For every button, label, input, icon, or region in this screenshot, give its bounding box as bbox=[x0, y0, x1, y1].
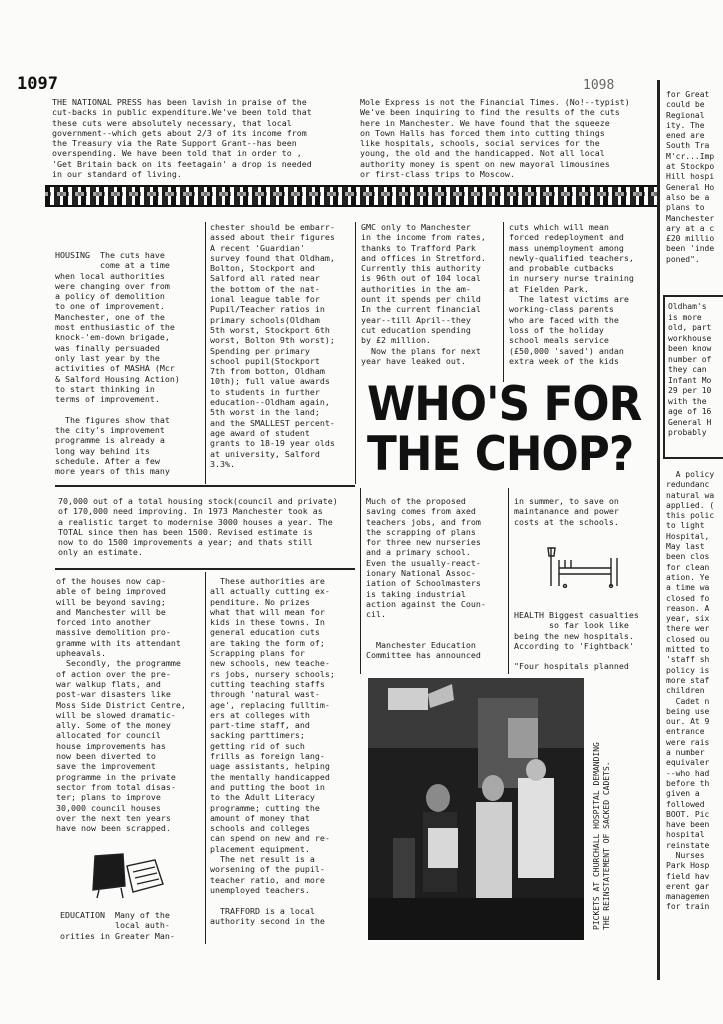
photo-caption: PICKETS AT CHURCHALL HOSPITAL DEMANDING THE REINSTATEMENT OF SACKED CADETS. bbox=[592, 742, 611, 930]
page-number-left: 1097 bbox=[17, 74, 58, 94]
page-number-right: 1098 bbox=[583, 78, 615, 93]
column-rule bbox=[355, 222, 356, 484]
victims-column: cuts which will mean forced redeployment and mass unemployment among newly-qualified teachers, and probable cutbacks in nursery nurse training at Fielden Park. The latest victims are working-class parents who are faced with the loss of the holiday school meals service (£50,000 'saved') andan extra week of the kids bbox=[509, 222, 634, 366]
education-cuts-column: These authorities are all actually cutting ex- penditure. No prizes what that will mean for kids in these towns. In general education cuts are taking the form of; Scrapping plans for new schools, new teache- rs jobs, nursery schools; cutting teaching staffs through 'natural wast- age', replacing fulltim- ers at colleges with part-time staff, and sacking parttimers; getting rid of such frills as foreign lang- uage assistants, helping the mentally handicapped and putting the boot in to the Adult Literacy programme; cutting the amount of money that schools and colleges can spend on new and re- placement equipment. The net result is a worsening of the pupil- teacher ratio, and more unemployed teachers. TRAFFORD is a local authority second in the bbox=[210, 576, 335, 926]
torn-paper-illustration bbox=[85, 850, 167, 900]
section-rule bbox=[55, 485, 355, 487]
hospital-bed-illustration bbox=[545, 540, 625, 588]
next-page-fragment-bottom: A policy redundanc natural wa applied. ( this polic to light Hospital, May last been clos for clean ation. Ye a time wa closed fo reason. A year, six there wer closed ou mitted to 'staff sh policy is more staf children Cadet n being use our. At 9 entrance were rais a number equivaler --who had before th given a followed BOOT. Pic have been hospital reinstate Nurses Park Hosp field hav erent gar managemen for train bbox=[666, 470, 715, 912]
proposed-saving-column: Much of the proposed saving comes from axed teachers jobs, and from the scrapping of plans for three new nurseries and a primary school. Even the usually-react- ionary National Assoc- iation of Schoolmasters is taking industrial action against the Coun- cil. Manchester Education Committee has announced bbox=[366, 496, 486, 661]
page-fold-line bbox=[657, 80, 660, 980]
column-rule bbox=[205, 572, 206, 944]
intro-left: THE NATIONAL PRESS has been lavish in praise of the cut-backs in public expenditure.We've been told that these cuts were absolutely necessary, that local government--which gets about 2/3 of its income from the Treasury via the Rate Support Grant--has been overspending. We have been told that in order to , 'Get Britain back on its feetagain' a drop is needed in our standard of living. bbox=[52, 97, 312, 180]
trafford-column: GMC only to Manchester in the income from rates, thanks to Trafford Park and offices in Stretford. Currently this authority is 96th out of 104 local authorities in the am- ount it spends per child In the current financial year--till April--they cut education spending by £2 million. Now the plans for next year have leaked out. bbox=[361, 222, 486, 366]
housing-column: HOUSING The cuts have come at a time when local authorities were changing over from a policy of demolition to one of improvement. Manchester, one of the most enthusiastic of the knock-'em-down brigade, was finally persuaded only last year by the activities of MASHA (Mcr & Salford Housing Action) to start thinking in terms of improvement. The figures show that the city's improvement programme is already a long way behind its schedule. After a few more years of this many bbox=[55, 250, 180, 477]
guardian-survey-column: chester should be embarr- assed about their figures A recent 'Guardian' survey found that Oldham, Bolton, Stockport and Salford all rated near the bottom of the nat- ional league table for Pupil/Teacher ratios in primary schools(Oldham 5th worst, Stockport 6th worst, Bolton 9th worst); Spending per primary school pupil(Stockport 7th from botton, Oldham 10th); full value awards to students in further education--Oldham again, 5th worst in the land; and the SMALLEST percent- age award of student grants to 18-19 year olds at university, Salford 3.3%. bbox=[210, 222, 335, 469]
picket-photograph bbox=[368, 678, 584, 940]
intro-right: Mole Express is not the Financial Times. (No!--typist) We've been inquiring to find the results of the cuts here in Manchester. We have found that the squeeze on Town Halls has forced them into cutting things like hospitals, schools, social services for the young, the old and the handicapped. Not all local authority money is spent on new mayoral limousines or first-class trips to Moscow. bbox=[360, 97, 630, 180]
column-rule bbox=[508, 488, 509, 674]
health-column: HEALTH Biggest casualties so far look like being the new hospitals. According to 'Fightback' "Four hospitals planned bbox=[514, 610, 639, 672]
decorative-band bbox=[45, 185, 660, 207]
education-column: EDUCATION Many of the local auth- orities in Greater Man- bbox=[60, 910, 175, 941]
next-page-fragment-top: for Great could be Regional ity. The ened are South Tra M'cr...Imp at Stockpo Hill hospi General Ho also be a plans to Manchester ary at a c £20 millio been 'inde poned". bbox=[666, 90, 715, 264]
column-rule bbox=[360, 488, 361, 674]
picket-photo-drawing bbox=[368, 678, 584, 940]
housing-stock-paragraph: 70,000 out of a total housing stock(council and private) of 170,000 need improving. In 1973 Manchester took as a realistic target to modernise 3000 houses a year. The TOTAL since then has been 1500. Revised estimate is now to do 1500 improvements a year; and thats still only an estimate. bbox=[58, 496, 338, 558]
maintenance-column: in summer, to save on maintanance and power costs at the schools. bbox=[514, 496, 619, 527]
column-rule bbox=[205, 222, 206, 484]
column-rule bbox=[503, 222, 504, 382]
headline: WHO'S FOR THE CHOP? bbox=[367, 377, 642, 482]
section-rule bbox=[55, 568, 355, 570]
next-page-fragment-box: Oldham's is more old, part workhouse been know number of they can Infant Mo 29 per 10 with the age of 16 General H probably bbox=[668, 302, 712, 437]
housing-continued-column: of the houses now cap- able of being improved will be beyond saving; and Manchester will be forced into another massive demolition pro- gramme with its attendant upheavals. Secondly, the programme of action over the pre- war walkup flats, and post-war disasters like Moss Side District Centre, will be slowed dramatic- ally. Some of the money allocated for council house improvements has now been diverted to save the improvement programme in the private sector from total disas- ter; plans to improve 30,000 council houses over the next ten years have now been scrapped. bbox=[56, 576, 186, 834]
